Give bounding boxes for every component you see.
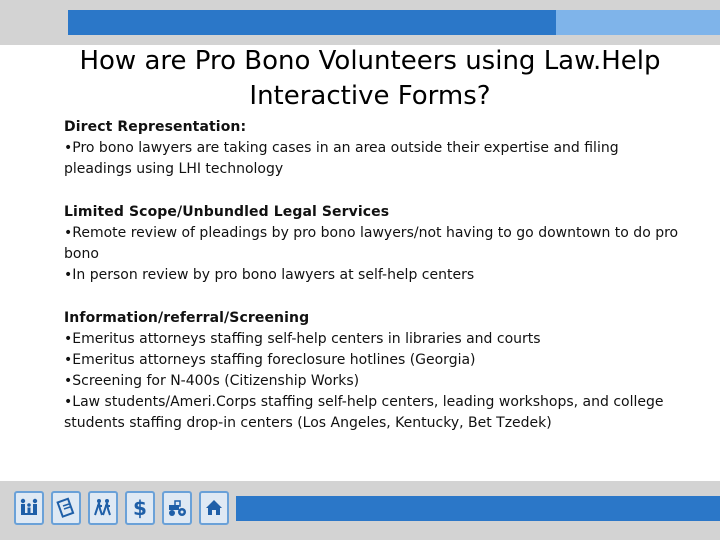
bullet-item: • Law students/Ameri.Corps staffing self-help centers, leading workshops, and college students staffing drop-in centers (Los Angeles, Kentucky, Bet Tzedek) [64, 392, 684, 434]
bullet-item: • Emeritus attorneys staffing self-help centers in libraries and courts [64, 329, 684, 350]
bullet-item: • Pro bono lawyers are taking cases in an area outside their expertise and filing pleadings using LHI technology [64, 138, 684, 180]
slide-content [64, 117, 684, 456]
dollar-icon [125, 491, 155, 525]
top-accent-bar [68, 10, 556, 35]
house-icon [199, 491, 229, 525]
section-heading: Direct Representation: [64, 119, 247, 135]
document-icon [51, 491, 81, 525]
bullet-item: • Emeritus attorneys staffing foreclosure hotlines (Georgia) [64, 350, 684, 371]
walking-people-icon [88, 491, 118, 525]
section-limited-scope [64, 202, 684, 286]
section-information-referral [64, 308, 684, 434]
section-direct-representation [64, 117, 684, 180]
bullet-item: • Screening for N-400s (Citizenship Works) [64, 371, 684, 392]
tractor-icon [162, 491, 192, 525]
footer-icon-row [14, 491, 229, 527]
slide-title: How are Pro Bono Volunteers using Law.Help Interactive Forms? [79, 46, 661, 111]
section-heading: Information/referral/Screening [64, 310, 310, 326]
top-accent-bar-light [556, 10, 720, 35]
bottom-accent-bar [236, 496, 720, 521]
family-icon [14, 491, 44, 525]
section-heading: Limited Scope/Unbundled Legal Services [64, 204, 390, 220]
bullet-item: • In person review by pro bono lawyers at self-help centers [64, 265, 684, 286]
bullet-item: • Remote review of pleadings by pro bono lawyers/not having to go downtown to do pro bono [64, 223, 684, 265]
dollar-glyph: $ [133, 496, 147, 520]
